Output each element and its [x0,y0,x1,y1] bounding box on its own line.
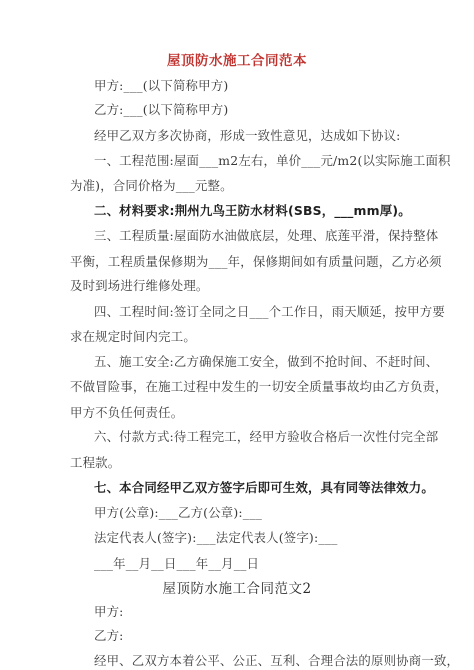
clause-6-line-2: 工程款。 [70,454,121,470]
document-title: 屋顶防水施工合同范本 [167,53,307,69]
clause-5-line-1: 五、施工安全:乙方确保施工安全，做到不抢时间、不赶时间、 [94,353,439,369]
clause-1-line-1: 一、工程范围:屋面___m2左右，单价___元/m2(以实际施工面积 [94,152,451,168]
signature-date-line: ___年__月__日___年__月__日 [94,555,260,571]
clause-7-effect: 七、本合同经甲乙双方签字后即可生效，具有同等法律效力。 [94,480,434,496]
clause-2-materials: 二、材料要求:荆州九鸟王防水材料(SBS，___mm厚)。 [94,202,411,218]
second-party-b-line: 乙方: [94,628,124,644]
party-a-line: 甲方:___(以下简称甲方) [94,77,229,93]
clause-1-line-2: 为准)，合同价格为___元整。 [70,178,233,194]
clause-6-line-1: 六、付款方式:待工程完工，经甲方验收合格后一次性付完全部 [94,429,439,445]
clause-3-line-3: 及时到场进行维修处理。 [70,278,209,294]
clause-4-line-2: 求在规定时间内完工。 [70,329,196,345]
clause-3-line-2: 平衡，工程质量保修期为___年，保修期间如有质量问题，乙方必须 [70,253,442,269]
clause-5-line-3: 甲方不负任何责任。 [70,404,184,420]
clause-5-line-2: 不做冒险事，在施工过程中发生的一切安全质量事故均由乙方负责， [70,379,448,395]
clause-3-line-1: 三、工程质量:屋面防水油做底层，处理、底莲平滑，保持整体 [94,228,439,244]
second-party-a-line: 甲方: [94,603,124,619]
party-b-line: 乙方:___(以下简称甲方) [94,102,229,117]
second-intro-paragraph: 经甲、乙双方本着公平、公正、互利、合理合法的原则协商一致， [94,652,460,668]
clause-4-line-1: 四、工程时间:签订全同之日___个工作日，雨天顺延，按甲方要 [94,303,445,319]
signature-seal-line: 甲方(公章):___乙方(公章):___ [94,504,262,520]
signature-representative-line: 法定代表人(签字):___法定代表人(签字):___ [94,530,338,546]
second-document-title: 屋顶防水施工合同范文2 [162,581,312,598]
intro-paragraph: 经甲乙双方多次协商，形成一致性意见，达成如下协议: [94,127,401,143]
